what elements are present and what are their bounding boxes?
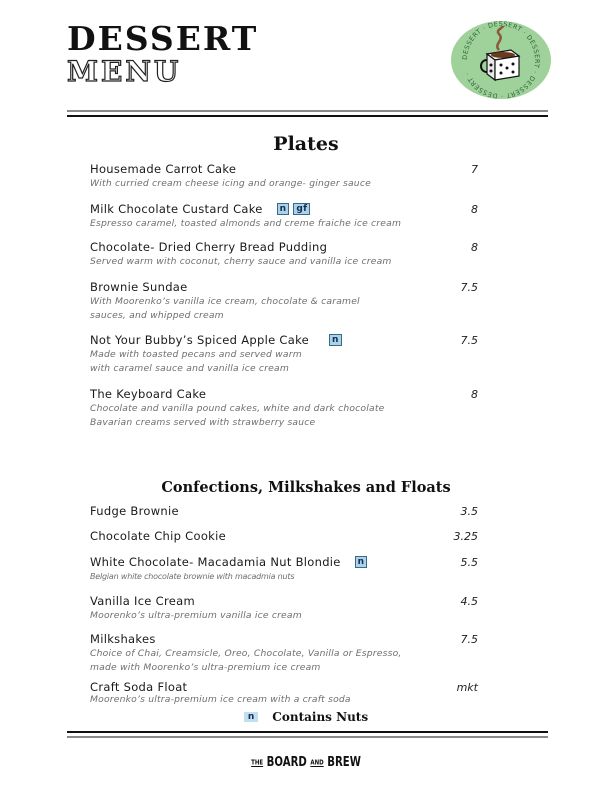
menu-item-keyboard-cake	[90, 387, 478, 430]
nuts-badge: n	[277, 203, 290, 215]
divider-black-line	[67, 115, 548, 117]
footer-divider	[67, 731, 548, 738]
item-name: Chocolate- Dried Cherry Bread Pudding	[90, 240, 328, 254]
menu-item-chocolate-chip-cookie	[90, 529, 478, 543]
item-price: mkt	[456, 681, 478, 694]
svg-text:DESSERT · DESSERT · DESSERT ·: DESSERT · DESSERT · DESSERT · DESSERT · DESSERT ·	[460, 20, 542, 100]
item-name: Craft Soda Float	[90, 680, 188, 694]
item-name: Chocolate Chip Cookie	[90, 529, 226, 543]
item-description: Served warm with coconut, cherry sauce and vanilla ice cream	[90, 256, 392, 267]
allergen-legend	[0, 710, 612, 724]
item-description-line-2: made with Moorenko’s ultra-premium ice cream	[90, 662, 321, 673]
menu-title-dessert: DESSERT	[67, 19, 259, 58]
item-name-wrapper	[90, 333, 342, 347]
item-name: Milkshakes	[90, 632, 156, 646]
menu-item-craft-soda-float	[90, 680, 478, 707]
board-and-brew-logo	[67, 755, 544, 770]
item-name: Vanilla Ice Cream	[90, 594, 195, 608]
item-description-line-2: sauces, and whipped cream	[90, 310, 224, 321]
item-name-wrapper	[90, 202, 310, 216]
section-title-plates: Plates	[273, 133, 339, 155]
item-name: Milk Chocolate Custard Cake	[90, 202, 263, 216]
item-name: The Keyboard Cake	[90, 387, 207, 401]
item-price: 8	[471, 241, 478, 254]
menu-title-menu: MENU	[67, 55, 182, 88]
item-description: Espresso caramel, toasted almonds and creme fraiche ice cream	[90, 218, 402, 229]
menu-item-macadamia-blondie	[90, 555, 478, 584]
item-description-line-1: Choice of Chai, Creamsicle, Oreo, Chocolate, Vanilla or Espresso,	[90, 648, 402, 659]
item-description-line-2: with caramel sauce and vanilla ice cream	[90, 363, 289, 374]
menu-item-custard-cake	[90, 202, 478, 231]
item-description-line-2: Bavarian creams served with strawberry sauce	[90, 417, 316, 428]
dessert-logo	[449, 20, 553, 100]
menu-item-brownie-sundae	[90, 280, 478, 323]
item-price: 3.25	[453, 530, 478, 543]
nuts-badge: n	[329, 334, 342, 346]
menu-item-carrot-cake	[90, 162, 478, 191]
divider-gray-line	[67, 736, 548, 738]
menu-item-vanilla-ice-cream	[90, 594, 478, 623]
gluten-free-badge: gf	[293, 203, 310, 215]
item-price: 8	[471, 203, 478, 216]
section-title-confections: Confections, Milkshakes and Floats	[161, 479, 451, 496]
nuts-badge: n	[355, 556, 368, 568]
item-name: Fudge Brownie	[90, 504, 179, 518]
item-price: 4.5	[460, 595, 478, 608]
item-price: 7	[471, 163, 478, 176]
brand-and: AND	[310, 758, 324, 767]
brand-board: BOARD	[266, 755, 307, 770]
item-description: Belgian white chocolate brownie with macadmia nuts	[90, 572, 295, 581]
menu-item-milkshakes	[90, 632, 478, 675]
item-description-line-1: Made with toasted pecans and served warm	[90, 349, 302, 360]
item-name: White Chocolate- Macadamia Nut Blondie	[90, 555, 341, 569]
menu-item-spiced-apple-cake	[90, 333, 478, 376]
item-description-line-1: Chocolate and vanilla pound cakes, white and dark chocolate	[90, 403, 385, 414]
menu-item-bread-pudding	[90, 240, 478, 269]
item-price: 7.5	[460, 633, 478, 646]
legend-label: Contains Nuts	[272, 710, 369, 724]
item-name: Brownie Sundae	[90, 280, 188, 294]
item-price: 8	[471, 388, 478, 401]
item-name: Not Your Bubby’s Spiced Apple Cake	[90, 333, 310, 347]
brand-the: THE	[251, 758, 264, 767]
item-price: 7.5	[460, 334, 478, 347]
item-description: Moorenko’s ultra-premium vanilla ice cream	[90, 610, 302, 621]
item-price: 5.5	[460, 556, 478, 569]
item-description: Moorenko’s ultra-premium ice cream with a craft soda	[90, 694, 351, 705]
item-description-line-1: With Moorenko’s vanilla ice cream, chocolate & caramel	[90, 296, 360, 307]
item-name-wrapper	[90, 555, 367, 569]
item-price: 3.5	[460, 505, 478, 518]
item-name: Housemade Carrot Cake	[90, 162, 237, 176]
brand-brew: BREW	[327, 755, 361, 770]
header-divider	[67, 110, 548, 117]
menu-item-fudge-brownie	[90, 504, 478, 518]
coffee-dice-mug-icon	[449, 20, 553, 100]
item-price: 7.5	[460, 281, 478, 294]
nuts-badge: n	[244, 712, 258, 722]
item-description: With curried cream cheese icing and orange- ginger sauce	[90, 178, 371, 189]
